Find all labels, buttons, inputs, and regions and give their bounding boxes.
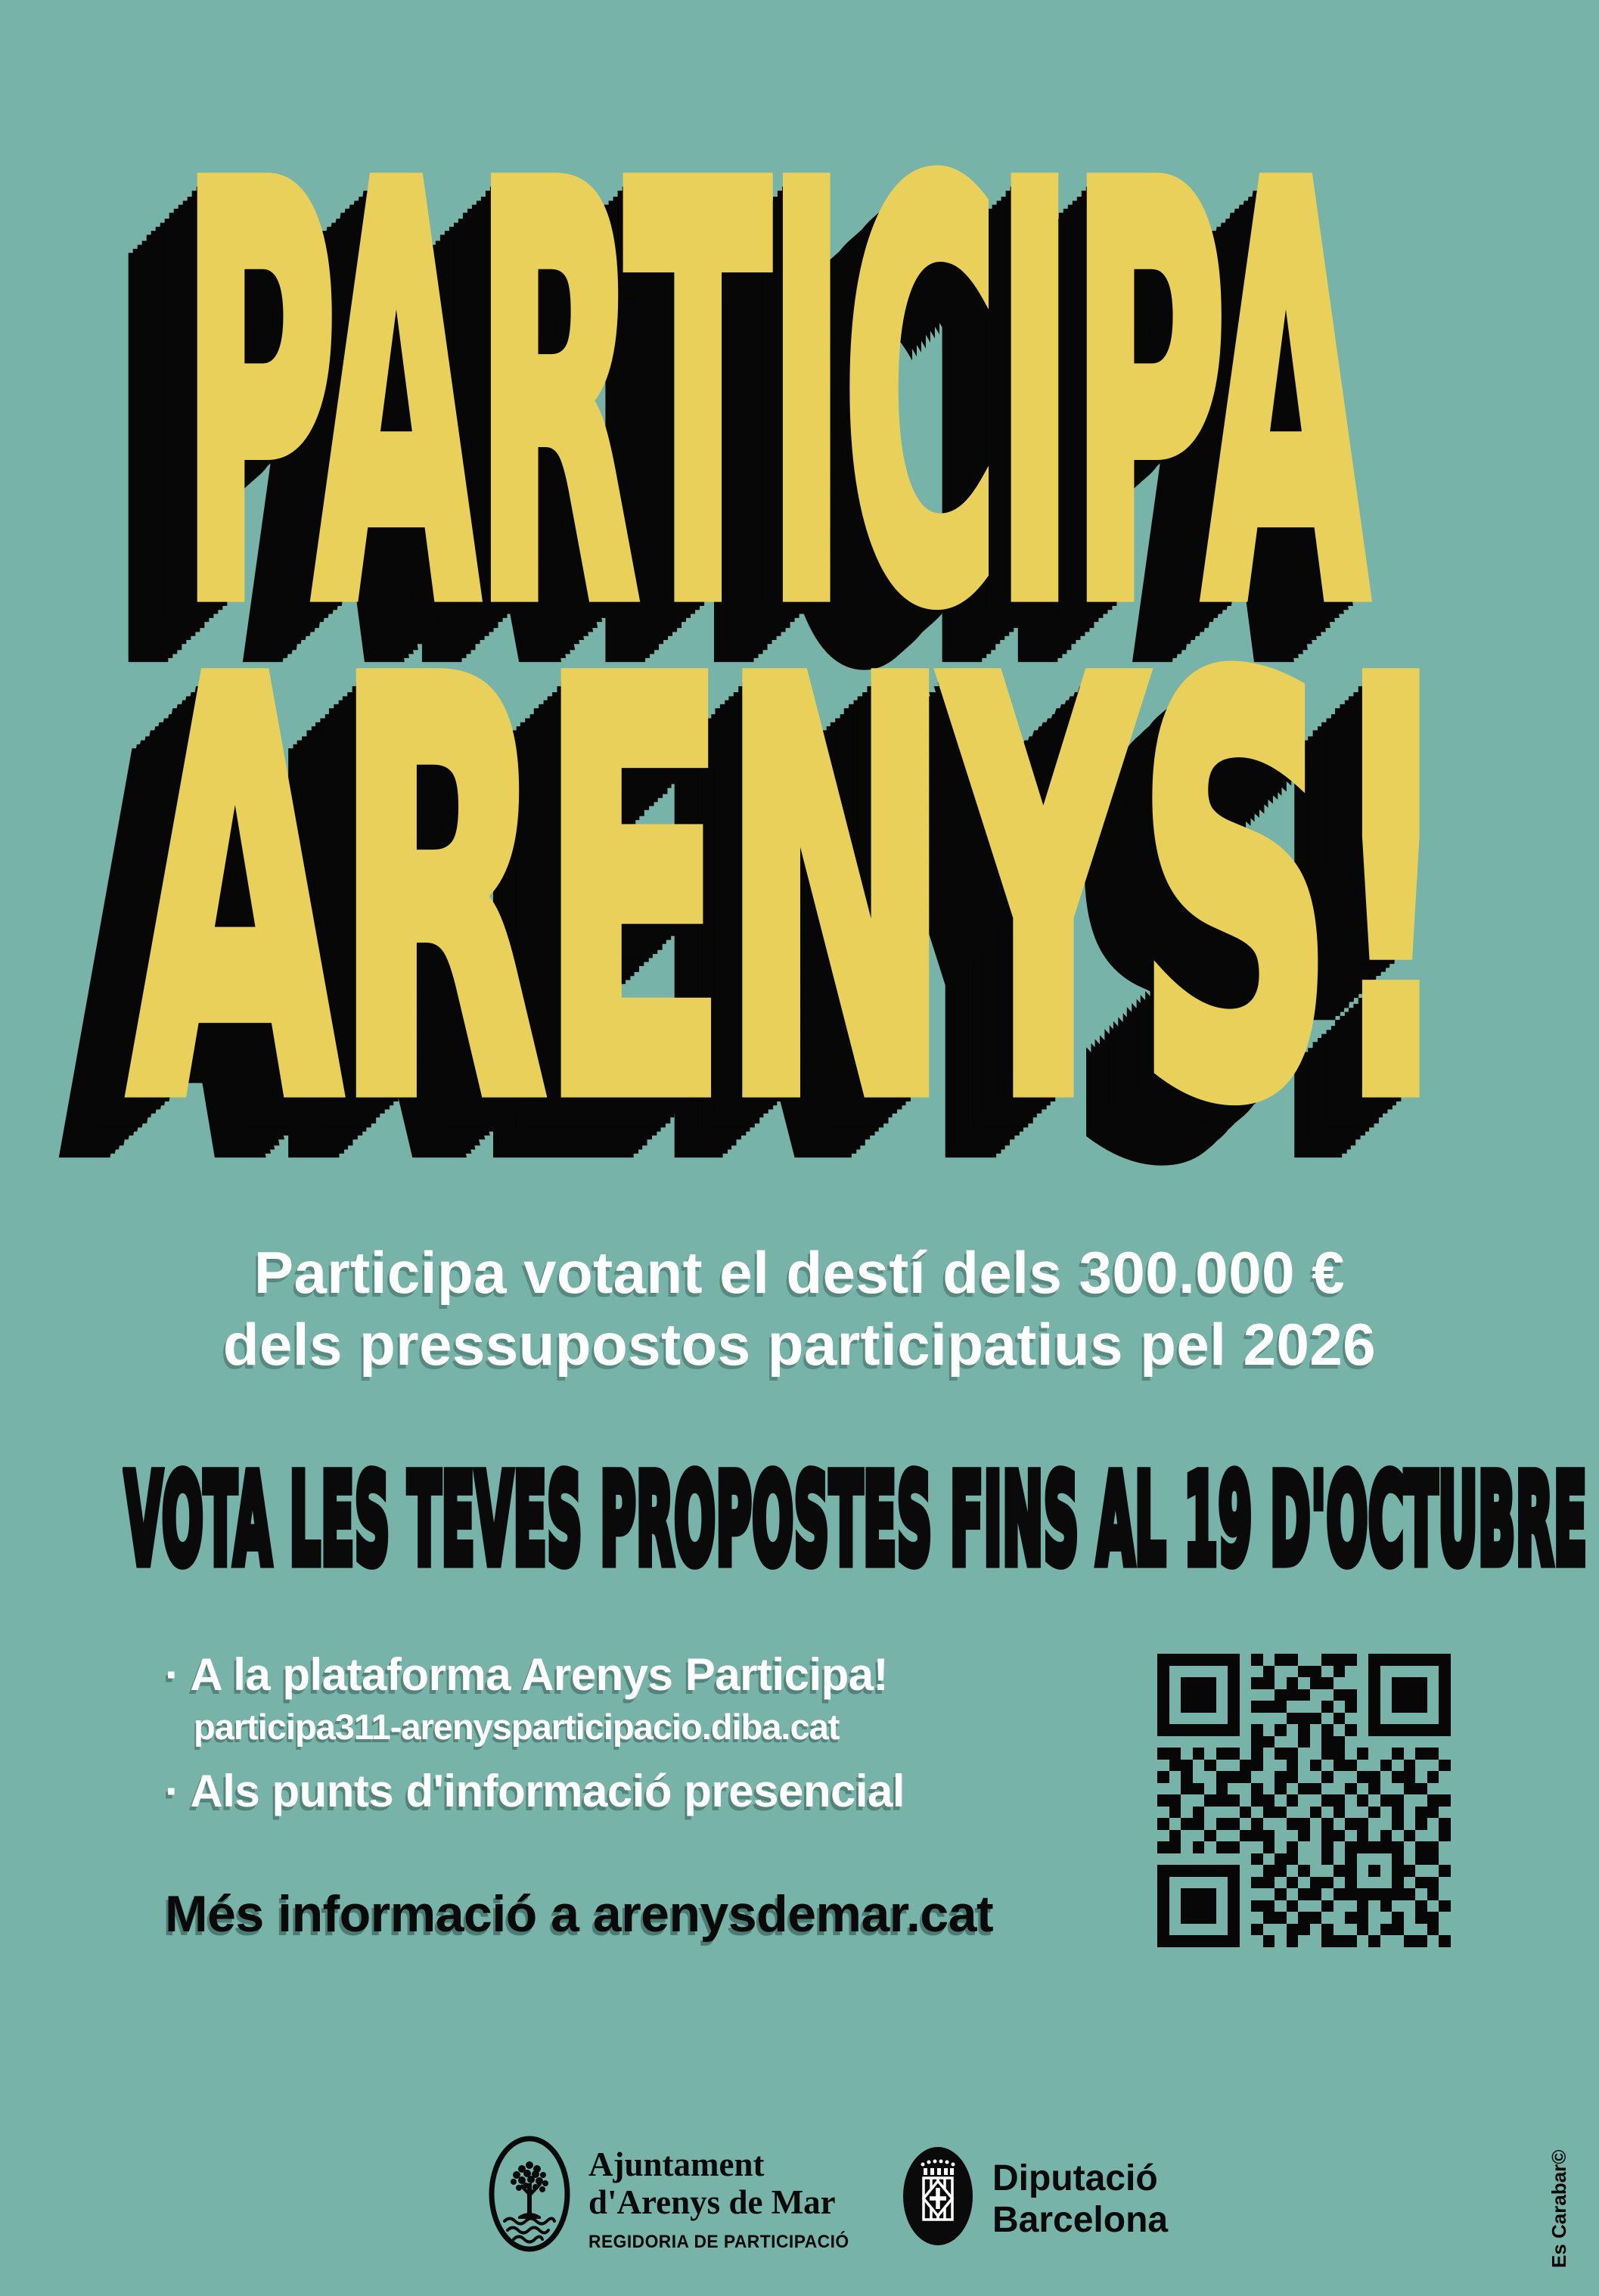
tree-icon (511, 2161, 548, 2219)
diputacio-line1: Diputació (992, 2158, 1158, 2198)
bullet-plataforma: · A la plataforma Arenys Participa! (165, 1649, 889, 1700)
designer-credit: Es Carabar© (1548, 2149, 1570, 2268)
ajuntament-logo-text (588, 2145, 863, 2253)
diputacio-line2: Barcelona (992, 2200, 1169, 2240)
diputacio-emblem-icon (902, 2145, 974, 2251)
diputacio-logo-text (992, 2158, 1168, 2241)
qr-code-icon (1157, 1654, 1451, 1947)
subtitle-line-2: dels pressupostos participatius pel 2026 (222, 1311, 1377, 1378)
ajuntament-line3: REGIDORIA DE PARTICIPACIÓ (588, 2232, 849, 2252)
bullet-plataforma-url: participa311-arenysparticipacio.diba.cat (194, 1707, 840, 1747)
ajuntament-seal-icon (488, 2135, 571, 2257)
subtitle-line-1: Participa votant el destí dels 300.000 € (253, 1239, 1345, 1306)
deadline-headline: VOTA LES TEVES PROPOSTES FINS AL 19 D'OCTUBRE (125, 1449, 1588, 1594)
ajuntament-line2: d'Arenys de Mar (588, 2183, 836, 2221)
headline-arenys: ARENYS! (130, 568, 1449, 1222)
bullet-punts-informacio: · Als punts d'informació presencial (165, 1766, 905, 1816)
more-info-text: Més informació a arenysdemar.cat (165, 1885, 994, 1943)
waves-icon (505, 2219, 554, 2242)
ajuntament-line1: Ajuntament (588, 2145, 765, 2183)
headline-participa: PARTICIPA (182, 73, 1365, 726)
subtitle (0, 1237, 1599, 1381)
